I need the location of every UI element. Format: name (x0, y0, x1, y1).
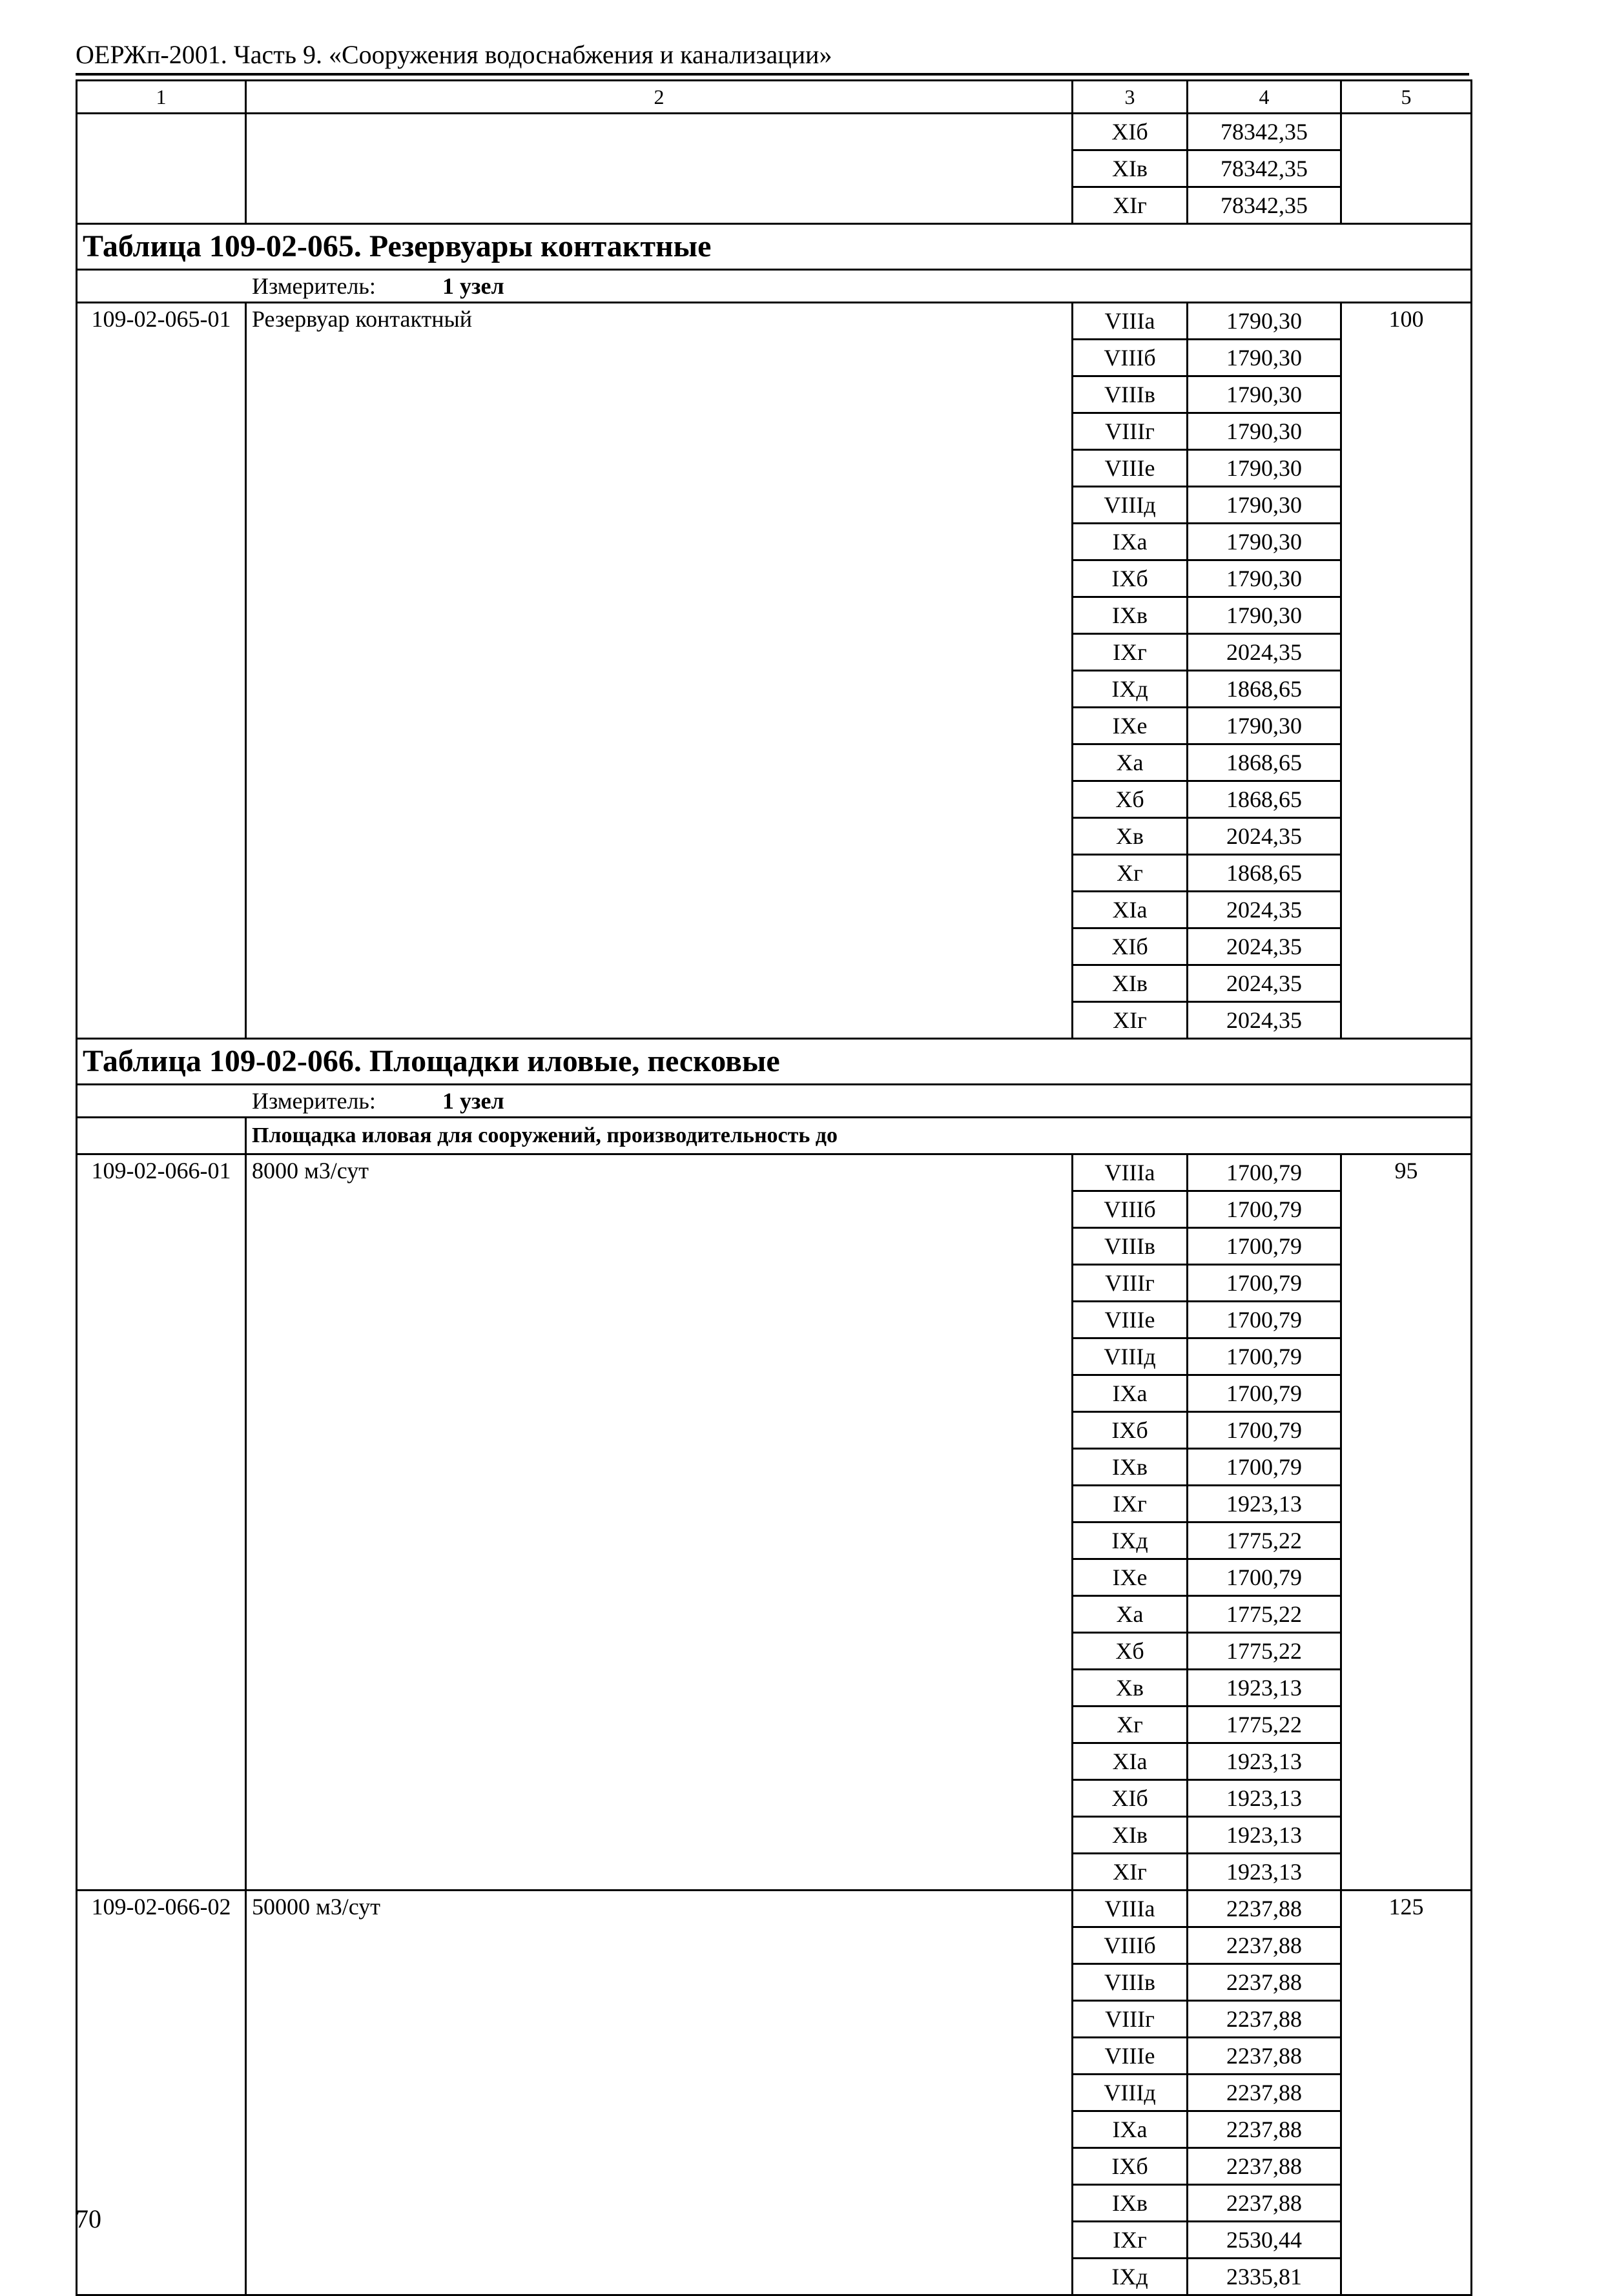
zone-cell: Xб (1073, 1633, 1188, 1670)
price-cell: 1790,30 (1188, 450, 1341, 487)
code-cell (77, 114, 246, 224)
name-cell (246, 114, 1073, 224)
zone-cell: VIIIе (1073, 2038, 1188, 2075)
norm-value: 125 (1341, 1891, 1472, 2295)
price-cell: 2024,35 (1188, 892, 1341, 928)
price-cell: 1790,30 (1188, 413, 1341, 450)
zone-cell: Xг (1073, 1707, 1188, 1743)
zone-cell: VIIIг (1073, 1265, 1188, 1302)
price-cell: 2237,88 (1188, 1964, 1341, 2001)
price-cell: 1923,13 (1188, 1670, 1341, 1707)
table-row (77, 303, 1472, 340)
measure-label: Измеритель: (252, 1088, 376, 1114)
zone-cell: VIIIа (1073, 1891, 1188, 1927)
price-cell: 1923,13 (1188, 1743, 1341, 1780)
price-cell: 1700,79 (1188, 1559, 1341, 1596)
subheader-spacer (77, 1118, 246, 1154)
table-row (77, 1154, 1472, 1191)
zone-cell: XIв (1073, 965, 1188, 1002)
price-cell: 2237,88 (1188, 2148, 1341, 2185)
page-number: 70 (76, 2204, 101, 2233)
price-cell: 1700,79 (1188, 1302, 1341, 1338)
subheader-row (77, 1118, 1472, 1154)
price-cell: 1775,22 (1188, 1633, 1341, 1670)
zone-cell: VIIIе (1073, 1302, 1188, 1338)
zone-cell: IXд (1073, 671, 1188, 708)
zone-cell: IXв (1073, 1449, 1188, 1486)
price-cell: 1700,79 (1188, 1154, 1341, 1191)
zone-cell: VIIIб (1073, 340, 1188, 376)
zone-cell: XIг (1073, 1854, 1188, 1891)
price-cell: 1790,30 (1188, 487, 1341, 524)
price-cell: 2024,35 (1188, 634, 1341, 671)
norm-value: 100 (1341, 303, 1472, 1039)
price-cell: 78342,35 (1188, 150, 1341, 187)
price-cell: 1790,30 (1188, 708, 1341, 744)
zone-cell: IXг (1073, 2222, 1188, 2259)
item-code: 109-02-065-01 (77, 303, 246, 1039)
header-rule (76, 73, 1469, 76)
zone-cell: VIIIв (1073, 376, 1188, 413)
price-cell: 1923,13 (1188, 1817, 1341, 1854)
zone-cell: IXе (1073, 1559, 1188, 1596)
price-cell: 2237,88 (1188, 2075, 1341, 2111)
table-row (77, 114, 1472, 150)
zone-cell: VIIIв (1073, 1228, 1188, 1265)
price-cell: 2237,88 (1188, 2111, 1341, 2148)
zone-cell: Xв (1073, 1670, 1188, 1707)
price-cell: 1923,13 (1188, 1780, 1341, 1817)
column-number-row (77, 81, 1472, 114)
price-cell: 1923,13 (1188, 1854, 1341, 1891)
table-body (77, 81, 1472, 2295)
item-code: 109-02-066-02 (77, 1891, 246, 2295)
table-title-row (77, 224, 1472, 270)
price-cell: 2530,44 (1188, 2222, 1341, 2259)
zone-cell: IXб (1073, 560, 1188, 597)
table-row (77, 1891, 1472, 1927)
price-cell: 2024,35 (1188, 965, 1341, 1002)
zone-cell: XIб (1073, 928, 1188, 965)
item-name: Резервуар контактный (246, 303, 1073, 1039)
price-cell: 78342,35 (1188, 187, 1341, 224)
price-cell: 2024,35 (1188, 1002, 1341, 1039)
zone-cell: XIг (1073, 1002, 1188, 1039)
item-code: 109-02-066-01 (77, 1154, 246, 1891)
price-cell: 1700,79 (1188, 1191, 1341, 1228)
price-cell: 1700,79 (1188, 1375, 1341, 1412)
zone-cell: VIIIа (1073, 303, 1188, 340)
zone-cell: VIIIб (1073, 1191, 1188, 1228)
measure-cell (77, 270, 1472, 303)
column-number: 5 (1341, 81, 1472, 114)
zone-cell: IXв (1073, 2185, 1188, 2222)
price-cell: 2237,88 (1188, 2185, 1341, 2222)
price-cell: 1775,22 (1188, 1707, 1341, 1743)
price-cell: 1868,65 (1188, 671, 1341, 708)
price-cell: 1700,79 (1188, 1338, 1341, 1375)
price-cell: 78342,35 (1188, 114, 1341, 150)
price-cell: 1790,30 (1188, 376, 1341, 413)
zone-cell: VIIIб (1073, 1927, 1188, 1964)
price-cell: 2237,88 (1188, 2001, 1341, 2038)
zone-cell: XIг (1073, 187, 1188, 224)
zone-cell: XIв (1073, 150, 1188, 187)
document-header: ОЕРЖп-2001. Часть 9. «Сооружения водоснабжения и канализации» (76, 40, 832, 69)
zone-cell: Xб (1073, 781, 1188, 818)
price-cell: 1923,13 (1188, 1486, 1341, 1522)
column-number: 2 (246, 81, 1073, 114)
price-cell: 1775,22 (1188, 1596, 1341, 1633)
zone-cell: Xа (1073, 744, 1188, 781)
column-number: 3 (1073, 81, 1188, 114)
zone-cell: Xг (1073, 855, 1188, 892)
price-cell: 2237,88 (1188, 2038, 1341, 2075)
zone-cell: XIб (1073, 114, 1188, 150)
zone-cell: XIб (1073, 1780, 1188, 1817)
table-title: Таблица 109-02-065. Резервуары контактные (77, 224, 1472, 270)
zone-cell: IXа (1073, 2111, 1188, 2148)
zone-cell: VIIIв (1073, 1964, 1188, 2001)
zone-cell: XIа (1073, 892, 1188, 928)
price-cell: 1790,30 (1188, 340, 1341, 376)
measure-unit: 1 узел (442, 1088, 504, 1114)
zone-cell: Xв (1073, 818, 1188, 855)
zone-cell: IXа (1073, 1375, 1188, 1412)
zone-cell: Xа (1073, 1596, 1188, 1633)
table-title: Таблица 109-02-066. Площадки иловые, песковые (77, 1039, 1472, 1085)
item-name: 50000 м3/сут (246, 1891, 1073, 2295)
zone-cell: IXб (1073, 2148, 1188, 2185)
price-cell: 1790,30 (1188, 524, 1341, 560)
norm-cell (1341, 114, 1472, 224)
subheader-text: Площадка иловая для сооружений, производительность до (246, 1118, 1472, 1154)
zone-cell: IXв (1073, 597, 1188, 634)
zone-cell: VIIIа (1073, 1154, 1188, 1191)
zone-cell: VIIIд (1073, 2075, 1188, 2111)
price-table (76, 79, 1472, 2296)
zone-cell: IXа (1073, 524, 1188, 560)
measure-row (77, 270, 1472, 303)
zone-cell: IXг (1073, 1486, 1188, 1522)
price-cell: 1775,22 (1188, 1522, 1341, 1559)
zone-cell: IXе (1073, 708, 1188, 744)
zone-cell: VIIIг (1073, 413, 1188, 450)
zone-cell: VIIIг (1073, 2001, 1188, 2038)
price-cell: 1790,30 (1188, 303, 1341, 340)
price-cell: 2237,88 (1188, 1891, 1341, 1927)
price-cell: 2024,35 (1188, 928, 1341, 965)
zone-cell: VIIIд (1073, 487, 1188, 524)
zone-cell: IXд (1073, 1522, 1188, 1559)
price-cell: 1868,65 (1188, 781, 1341, 818)
measure-unit: 1 узел (442, 273, 504, 299)
norm-value: 95 (1341, 1154, 1472, 1891)
price-cell: 2237,88 (1188, 1927, 1341, 1964)
measure-cell (77, 1085, 1472, 1118)
zone-cell: VIIIе (1073, 450, 1188, 487)
measure-row (77, 1085, 1472, 1118)
price-cell: 2335,81 (1188, 2259, 1341, 2295)
price-cell: 1790,30 (1188, 560, 1341, 597)
price-cell: 1700,79 (1188, 1265, 1341, 1302)
zone-cell: IXг (1073, 634, 1188, 671)
zone-cell: XIв (1073, 1817, 1188, 1854)
table-title-row (77, 1039, 1472, 1085)
zone-cell: IXб (1073, 1412, 1188, 1449)
price-cell: 1868,65 (1188, 744, 1341, 781)
measure-label: Измеритель: (252, 273, 376, 299)
price-cell: 2024,35 (1188, 818, 1341, 855)
price-cell: 1700,79 (1188, 1228, 1341, 1265)
zone-cell: IXд (1073, 2259, 1188, 2295)
price-cell: 1700,79 (1188, 1449, 1341, 1486)
price-cell: 1790,30 (1188, 597, 1341, 634)
column-number: 1 (77, 81, 246, 114)
price-cell: 1868,65 (1188, 855, 1341, 892)
column-number: 4 (1188, 81, 1341, 114)
item-name: 8000 м3/сут (246, 1154, 1073, 1891)
price-cell: 1700,79 (1188, 1412, 1341, 1449)
zone-cell: XIа (1073, 1743, 1188, 1780)
zone-cell: VIIIд (1073, 1338, 1188, 1375)
